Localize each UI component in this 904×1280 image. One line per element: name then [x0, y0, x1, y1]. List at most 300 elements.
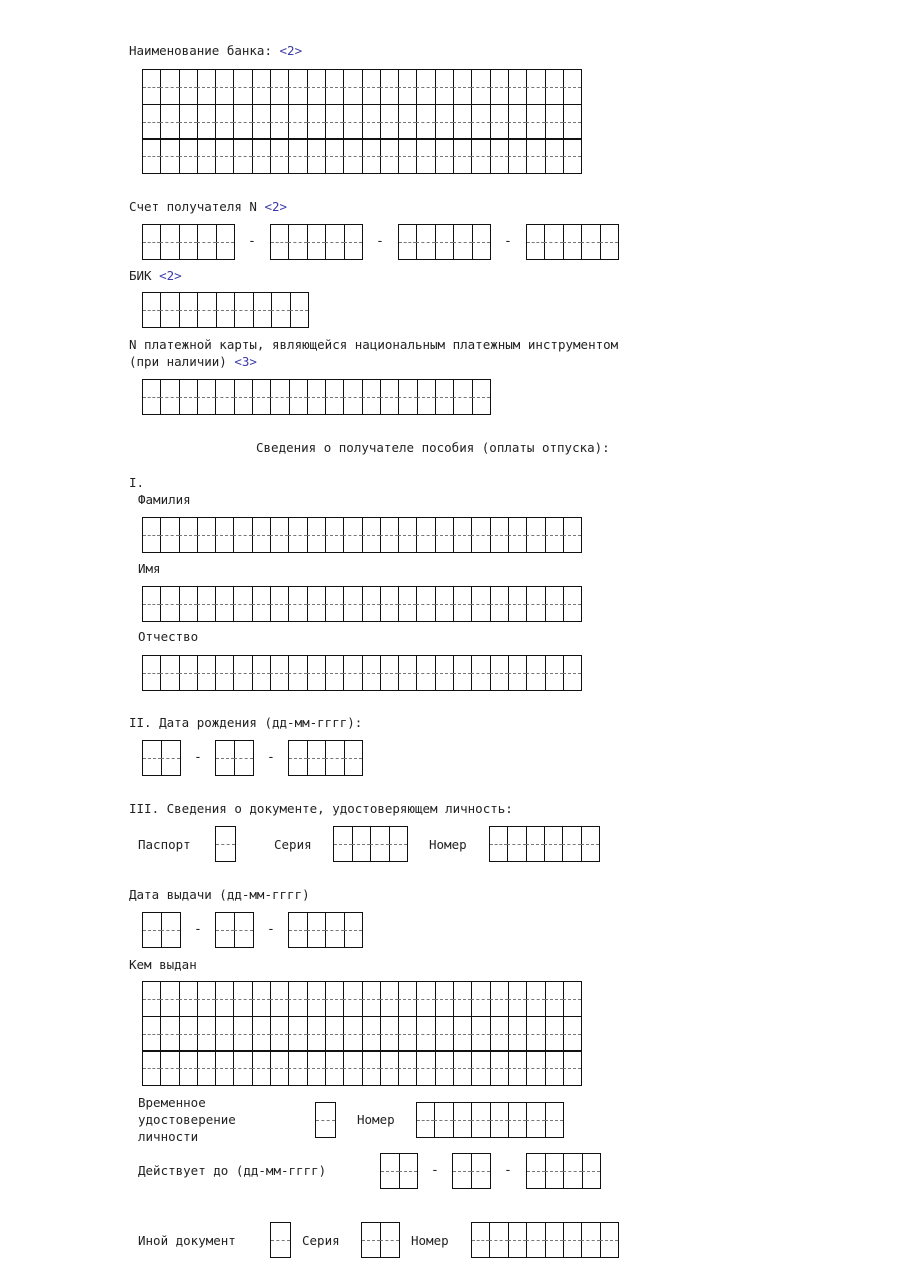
char-cell[interactable]: [435, 1017, 453, 1051]
passport-series-field[interactable]: [333, 826, 408, 862]
char-cell[interactable]: [362, 70, 380, 104]
char-cell[interactable]: [471, 1154, 490, 1188]
char-cell[interactable]: [160, 982, 178, 1016]
char-cell[interactable]: [233, 518, 251, 552]
char-cell[interactable]: [325, 518, 343, 552]
char-cell[interactable]: [416, 518, 434, 552]
char-cell[interactable]: [215, 518, 233, 552]
char-cell[interactable]: [289, 741, 307, 775]
char-cell[interactable]: [508, 1017, 526, 1051]
char-cell[interactable]: [508, 139, 526, 173]
account-field-1[interactable]: [142, 224, 235, 260]
char-cell[interactable]: [380, 380, 398, 414]
char-cell[interactable]: [215, 1051, 233, 1085]
char-cell[interactable]: [398, 139, 416, 173]
char-cell[interactable]: [216, 913, 234, 947]
char-cell[interactable]: [252, 139, 270, 173]
char-cell[interactable]: [288, 518, 306, 552]
char-cell[interactable]: [307, 105, 325, 139]
char-cell[interactable]: [490, 587, 508, 621]
char-cell[interactable]: [179, 656, 197, 690]
char-cell[interactable]: [161, 913, 180, 947]
bik-ref[interactable]: <2>: [159, 268, 182, 283]
char-cell[interactable]: [343, 982, 361, 1016]
char-cell[interactable]: [143, 1051, 160, 1085]
char-cell[interactable]: [508, 70, 526, 104]
char-cell[interactable]: [325, 70, 343, 104]
char-cell[interactable]: [234, 380, 252, 414]
char-cell[interactable]: [563, 1017, 581, 1051]
char-cell[interactable]: [197, 1051, 215, 1085]
char-cell[interactable]: [526, 1051, 544, 1085]
char-cell[interactable]: [471, 1103, 489, 1137]
char-cell[interactable]: [179, 139, 197, 173]
char-cell[interactable]: [471, 518, 489, 552]
char-cell[interactable]: [526, 1017, 544, 1051]
char-cell[interactable]: [307, 1017, 325, 1051]
card-number-field[interactable]: [142, 379, 491, 415]
char-cell[interactable]: [453, 587, 471, 621]
char-cell[interactable]: [526, 139, 544, 173]
char-cell[interactable]: [325, 741, 344, 775]
char-cell[interactable]: [179, 380, 197, 414]
char-cell[interactable]: [398, 70, 416, 104]
char-cell[interactable]: [160, 587, 178, 621]
valid-month-field[interactable]: [452, 1153, 491, 1189]
char-cell[interactable]: [399, 225, 416, 259]
char-cell[interactable]: [288, 1017, 306, 1051]
char-cell[interactable]: [216, 827, 235, 861]
char-cell[interactable]: [179, 518, 197, 552]
char-cell[interactable]: [288, 105, 306, 139]
char-cell[interactable]: [508, 105, 526, 139]
char-cell[interactable]: [143, 656, 160, 690]
char-cell[interactable]: [563, 70, 581, 104]
char-cell[interactable]: [416, 105, 434, 139]
char-cell[interactable]: [472, 225, 490, 259]
char-cell[interactable]: [381, 1154, 399, 1188]
char-cell[interactable]: [179, 1017, 197, 1051]
char-cell[interactable]: [343, 656, 361, 690]
char-cell[interactable]: [288, 656, 306, 690]
char-cell[interactable]: [344, 741, 363, 775]
char-cell[interactable]: [334, 827, 352, 861]
birth-day-field[interactable]: [142, 740, 181, 776]
char-cell[interactable]: [563, 518, 581, 552]
char-cell[interactable]: [270, 587, 288, 621]
char-cell[interactable]: [545, 982, 563, 1016]
char-cell[interactable]: [343, 518, 361, 552]
account-field-3[interactable]: [398, 224, 491, 260]
char-cell[interactable]: [600, 225, 618, 259]
char-cell[interactable]: [197, 1017, 215, 1051]
char-cell[interactable]: [489, 1223, 507, 1257]
char-cell[interactable]: [362, 1051, 380, 1085]
card-ref[interactable]: <3>: [234, 354, 257, 369]
other-doc-series-field[interactable]: [361, 1222, 400, 1258]
char-cell[interactable]: [252, 982, 270, 1016]
char-cell[interactable]: [545, 656, 563, 690]
char-cell[interactable]: [271, 293, 289, 327]
char-cell[interactable]: [362, 656, 380, 690]
temp-id-number-field[interactable]: [416, 1102, 564, 1138]
char-cell[interactable]: [344, 225, 362, 259]
char-cell[interactable]: [160, 225, 178, 259]
char-cell[interactable]: [471, 1017, 489, 1051]
char-cell[interactable]: [362, 982, 380, 1016]
char-cell[interactable]: [179, 105, 197, 139]
char-cell[interactable]: [453, 518, 471, 552]
char-cell[interactable]: [270, 656, 288, 690]
char-cell[interactable]: [343, 587, 361, 621]
char-cell[interactable]: [416, 587, 434, 621]
char-cell[interactable]: [215, 139, 233, 173]
char-cell[interactable]: [270, 518, 288, 552]
char-cell[interactable]: [343, 139, 361, 173]
char-cell[interactable]: [271, 225, 288, 259]
char-cell[interactable]: [161, 741, 180, 775]
char-cell[interactable]: [472, 380, 490, 414]
char-cell[interactable]: [380, 1017, 398, 1051]
char-cell[interactable]: [581, 827, 599, 861]
char-cell[interactable]: [343, 1051, 361, 1085]
char-cell[interactable]: [490, 1103, 508, 1137]
char-cell[interactable]: [545, 1103, 563, 1137]
char-cell[interactable]: [416, 1017, 434, 1051]
char-cell[interactable]: [288, 70, 306, 104]
char-cell[interactable]: [563, 982, 581, 1016]
char-cell[interactable]: [544, 827, 562, 861]
char-cell[interactable]: [508, 1103, 526, 1137]
char-cell[interactable]: [490, 105, 508, 139]
char-cell[interactable]: [307, 225, 325, 259]
char-cell[interactable]: [398, 587, 416, 621]
char-cell[interactable]: [453, 70, 471, 104]
char-cell[interactable]: [307, 656, 325, 690]
char-cell[interactable]: [197, 70, 215, 104]
char-cell[interactable]: [288, 139, 306, 173]
char-cell[interactable]: [545, 139, 563, 173]
char-cell[interactable]: [143, 139, 160, 173]
char-cell[interactable]: [307, 139, 325, 173]
char-cell[interactable]: [143, 518, 160, 552]
char-cell[interactable]: [288, 587, 306, 621]
char-cell[interactable]: [270, 139, 288, 173]
char-cell[interactable]: [435, 982, 453, 1016]
char-cell[interactable]: [160, 380, 178, 414]
char-cell[interactable]: [197, 587, 215, 621]
char-cell[interactable]: [563, 587, 581, 621]
char-cell[interactable]: [471, 105, 489, 139]
char-cell[interactable]: [545, 518, 563, 552]
char-cell[interactable]: [143, 105, 160, 139]
char-cell[interactable]: [362, 1017, 380, 1051]
char-cell[interactable]: [215, 982, 233, 1016]
char-cell[interactable]: [472, 1223, 489, 1257]
char-cell[interactable]: [160, 656, 178, 690]
char-cell[interactable]: [508, 1051, 526, 1085]
char-cell[interactable]: [307, 913, 326, 947]
char-cell[interactable]: [471, 982, 489, 1016]
issued-by-field[interactable]: [142, 981, 582, 1086]
char-cell[interactable]: [435, 70, 453, 104]
char-cell[interactable]: [545, 1223, 563, 1257]
patronymic-field[interactable]: [142, 655, 582, 691]
char-cell[interactable]: [526, 587, 544, 621]
char-cell[interactable]: [563, 225, 581, 259]
char-cell[interactable]: [471, 587, 489, 621]
char-cell[interactable]: [252, 518, 270, 552]
char-cell[interactable]: [508, 982, 526, 1016]
char-cell[interactable]: [289, 913, 307, 947]
char-cell[interactable]: [417, 1103, 434, 1137]
char-cell[interactable]: [160, 518, 178, 552]
char-cell[interactable]: [143, 1017, 160, 1051]
char-cell[interactable]: [179, 225, 197, 259]
char-cell[interactable]: [508, 1223, 526, 1257]
char-cell[interactable]: [215, 380, 233, 414]
name-field[interactable]: [142, 586, 582, 622]
passport-number-field[interactable]: [489, 826, 600, 862]
char-cell[interactable]: [380, 70, 398, 104]
char-cell[interactable]: [526, 105, 544, 139]
char-cell[interactable]: [252, 656, 270, 690]
char-cell[interactable]: [380, 139, 398, 173]
char-cell[interactable]: [507, 827, 525, 861]
char-cell[interactable]: [143, 741, 161, 775]
char-cell[interactable]: [216, 225, 234, 259]
char-cell[interactable]: [380, 105, 398, 139]
char-cell[interactable]: [435, 225, 453, 259]
char-cell[interactable]: [416, 656, 434, 690]
issue-year-field[interactable]: [288, 912, 363, 948]
char-cell[interactable]: [143, 913, 161, 947]
char-cell[interactable]: [325, 380, 343, 414]
char-cell[interactable]: [233, 1051, 251, 1085]
char-cell[interactable]: [563, 656, 581, 690]
char-cell[interactable]: [526, 70, 544, 104]
char-cell[interactable]: [270, 982, 288, 1016]
char-cell[interactable]: [289, 380, 307, 414]
char-cell[interactable]: [490, 70, 508, 104]
char-cell[interactable]: [197, 518, 215, 552]
char-cell[interactable]: [216, 293, 234, 327]
char-cell[interactable]: [490, 827, 507, 861]
char-cell[interactable]: [582, 1154, 601, 1188]
char-cell[interactable]: [435, 1051, 453, 1085]
birth-year-field[interactable]: [288, 740, 363, 776]
char-cell[interactable]: [362, 139, 380, 173]
char-cell[interactable]: [325, 587, 343, 621]
char-cell[interactable]: [307, 982, 325, 1016]
char-cell[interactable]: [508, 518, 526, 552]
temp-id-checkbox[interactable]: [315, 1102, 336, 1138]
char-cell[interactable]: [352, 827, 371, 861]
char-cell[interactable]: [197, 982, 215, 1016]
char-cell[interactable]: [325, 1051, 343, 1085]
char-cell[interactable]: [270, 1017, 288, 1051]
char-cell[interactable]: [562, 827, 580, 861]
char-cell[interactable]: [325, 656, 343, 690]
char-cell[interactable]: [398, 518, 416, 552]
char-cell[interactable]: [197, 105, 215, 139]
char-cell[interactable]: [435, 518, 453, 552]
char-cell[interactable]: [179, 293, 197, 327]
char-cell[interactable]: [600, 1223, 618, 1257]
bank-name-field[interactable]: [142, 69, 582, 174]
char-cell[interactable]: [215, 105, 233, 139]
char-cell[interactable]: [233, 1017, 251, 1051]
char-cell[interactable]: [234, 741, 253, 775]
char-cell[interactable]: [143, 70, 160, 104]
bank-name-ref[interactable]: <2>: [279, 43, 303, 58]
char-cell[interactable]: [563, 1223, 581, 1257]
char-cell[interactable]: [435, 656, 453, 690]
char-cell[interactable]: [563, 1154, 582, 1188]
char-cell[interactable]: [398, 105, 416, 139]
char-cell[interactable]: [416, 70, 434, 104]
char-cell[interactable]: [362, 587, 380, 621]
char-cell[interactable]: [380, 1051, 398, 1085]
char-cell[interactable]: [435, 105, 453, 139]
char-cell[interactable]: [253, 293, 271, 327]
char-cell[interactable]: [471, 70, 489, 104]
char-cell[interactable]: [490, 982, 508, 1016]
char-cell[interactable]: [416, 225, 434, 259]
char-cell[interactable]: [545, 1017, 563, 1051]
char-cell[interactable]: [527, 1154, 545, 1188]
char-cell[interactable]: [398, 982, 416, 1016]
other-doc-checkbox[interactable]: [270, 1222, 291, 1258]
char-cell[interactable]: [143, 293, 160, 327]
char-cell[interactable]: [307, 1051, 325, 1085]
char-cell[interactable]: [581, 1223, 599, 1257]
char-cell[interactable]: [143, 587, 160, 621]
char-cell[interactable]: [471, 656, 489, 690]
char-cell[interactable]: [197, 293, 215, 327]
char-cell[interactable]: [143, 380, 160, 414]
char-cell[interactable]: [252, 380, 270, 414]
char-cell[interactable]: [453, 105, 471, 139]
char-cell[interactable]: [490, 139, 508, 173]
char-cell[interactable]: [563, 1051, 581, 1085]
valid-day-field[interactable]: [380, 1153, 418, 1189]
account-field-4[interactable]: [526, 224, 619, 260]
char-cell[interactable]: [197, 225, 215, 259]
char-cell[interactable]: [307, 518, 325, 552]
char-cell[interactable]: [389, 827, 408, 861]
char-cell[interactable]: [545, 587, 563, 621]
char-cell[interactable]: [453, 656, 471, 690]
char-cell[interactable]: [160, 105, 178, 139]
char-cell[interactable]: [380, 1223, 399, 1257]
char-cell[interactable]: [179, 982, 197, 1016]
char-cell[interactable]: [197, 139, 215, 173]
char-cell[interactable]: [435, 587, 453, 621]
char-cell[interactable]: [435, 139, 453, 173]
char-cell[interactable]: [143, 225, 160, 259]
char-cell[interactable]: [545, 105, 563, 139]
char-cell[interactable]: [233, 70, 251, 104]
char-cell[interactable]: [233, 656, 251, 690]
char-cell[interactable]: [197, 380, 215, 414]
char-cell[interactable]: [288, 225, 306, 259]
char-cell[interactable]: [417, 380, 435, 414]
char-cell[interactable]: [215, 587, 233, 621]
char-cell[interactable]: [252, 70, 270, 104]
char-cell[interactable]: [143, 982, 160, 1016]
char-cell[interactable]: [416, 982, 434, 1016]
char-cell[interactable]: [490, 1051, 508, 1085]
char-cell[interactable]: [435, 380, 453, 414]
char-cell[interactable]: [197, 656, 215, 690]
char-cell[interactable]: [270, 380, 288, 414]
char-cell[interactable]: [325, 225, 343, 259]
char-cell[interactable]: [252, 1051, 270, 1085]
char-cell[interactable]: [233, 982, 251, 1016]
char-cell[interactable]: [343, 105, 361, 139]
char-cell[interactable]: [160, 1017, 178, 1051]
char-cell[interactable]: [343, 380, 361, 414]
char-cell[interactable]: [160, 139, 178, 173]
char-cell[interactable]: [399, 1154, 418, 1188]
char-cell[interactable]: [471, 1051, 489, 1085]
account-ref[interactable]: <2>: [264, 199, 288, 214]
char-cell[interactable]: [288, 1051, 306, 1085]
char-cell[interactable]: [362, 518, 380, 552]
char-cell[interactable]: [252, 105, 270, 139]
char-cell[interactable]: [179, 587, 197, 621]
char-cell[interactable]: [398, 380, 416, 414]
char-cell[interactable]: [325, 913, 344, 947]
char-cell[interactable]: [526, 518, 544, 552]
char-cell[interactable]: [325, 139, 343, 173]
char-cell[interactable]: [545, 1154, 564, 1188]
char-cell[interactable]: [307, 741, 326, 775]
char-cell[interactable]: [581, 225, 599, 259]
birth-month-field[interactable]: [215, 740, 254, 776]
char-cell[interactable]: [380, 518, 398, 552]
char-cell[interactable]: [271, 1223, 290, 1257]
char-cell[interactable]: [453, 982, 471, 1016]
char-cell[interactable]: [234, 913, 253, 947]
char-cell[interactable]: [179, 70, 197, 104]
char-cell[interactable]: [434, 1103, 452, 1137]
char-cell[interactable]: [270, 70, 288, 104]
char-cell[interactable]: [545, 70, 563, 104]
char-cell[interactable]: [288, 982, 306, 1016]
char-cell[interactable]: [490, 656, 508, 690]
char-cell[interactable]: [380, 982, 398, 1016]
valid-year-field[interactable]: [526, 1153, 601, 1189]
char-cell[interactable]: [252, 587, 270, 621]
char-cell[interactable]: [344, 913, 363, 947]
char-cell[interactable]: [527, 225, 544, 259]
char-cell[interactable]: [216, 741, 234, 775]
char-cell[interactable]: [307, 70, 325, 104]
char-cell[interactable]: [234, 293, 252, 327]
char-cell[interactable]: [179, 1051, 197, 1085]
char-cell[interactable]: [490, 1017, 508, 1051]
char-cell[interactable]: [526, 656, 544, 690]
char-cell[interactable]: [416, 139, 434, 173]
account-field-2[interactable]: [270, 224, 363, 260]
char-cell[interactable]: [453, 1017, 471, 1051]
char-cell[interactable]: [398, 1017, 416, 1051]
char-cell[interactable]: [544, 225, 562, 259]
other-doc-number-field[interactable]: [471, 1222, 619, 1258]
char-cell[interactable]: [471, 139, 489, 173]
